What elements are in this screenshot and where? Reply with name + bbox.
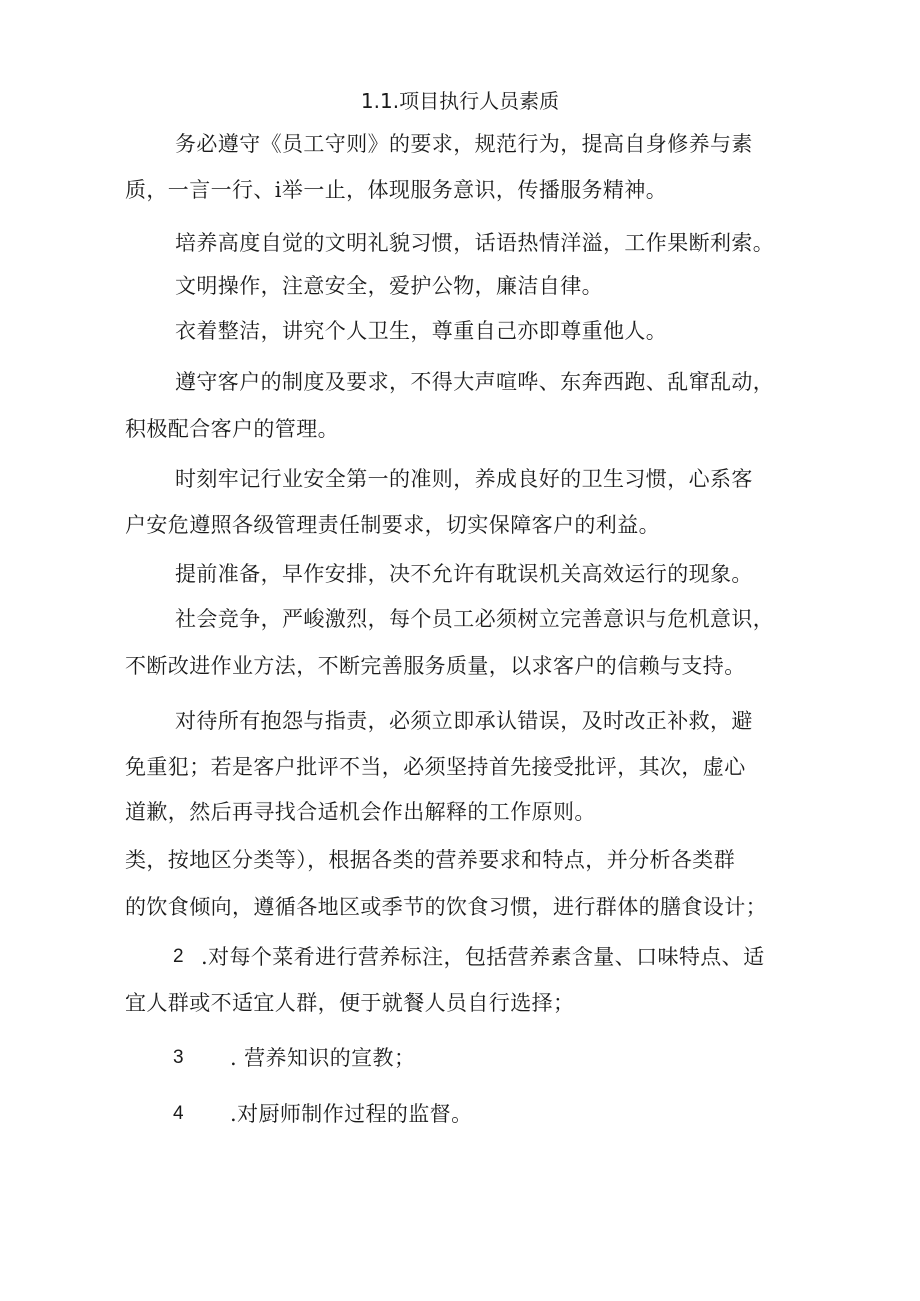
paragraph-line: 的饮食倾向，遵循各地区或季节的饮食习惯，进行群体的膳食设计； (125, 895, 767, 919)
list-text: .对厨师制作过程的监督。 (230, 1102, 473, 1126)
paragraph-line: 不断改进作业方法，不断完善服务质量，以求客户的信赖与支持。 (125, 654, 746, 678)
paragraph-line: 遵守客户的制度及要求，不得大声喧哗、东奔西跑、乱窜乱动， (175, 370, 775, 394)
paragraph-line: 道歉，然后再寻找合适机会作出解释的工作原则。 (125, 800, 596, 824)
list-text: .对每个菜肴进行营养标注，包括营养素含量、口味特点、适 (201, 945, 765, 969)
paragraph-line: 质，一言一行、i举一止，体现服务意识，传播服务精神。 (125, 178, 668, 202)
list-number: 2 (173, 946, 184, 967)
paragraph-line: 社会竞争，严峻激烈，每个员工必须树立完善意识与危机意识， (175, 607, 775, 631)
paragraph-line: 文明操作，注意安全，爱护公物，廉洁自律。 (175, 274, 603, 298)
paragraph-line: 类，按地区分类等），根据各类的营养要求和特点，并分析各类群 (125, 848, 736, 872)
paragraph-line: 提前准备，早作安排，决不允许有耽误机关高效运行的现象。 (175, 562, 753, 586)
paragraph-line: 时刻牢记行业安全第一的准则，养成良好的卫生习惯，心系客 (175, 467, 753, 491)
paragraph-line: 户安危遵照各级管理责任制要求，切实保障客户的利益。 (125, 513, 660, 537)
list-text: . 营养知识的宣教； (230, 1046, 416, 1070)
paragraph-line: 宜人群或不适宜人群，便于就餐人员自行选择； (125, 991, 575, 1015)
paragraph-line: 免重犯；若是客户批评不当，必须坚持首先接受批评，其次，虚心 (125, 755, 746, 779)
list-number: 3 (173, 1047, 184, 1068)
section-heading: 1.1.项目执行人员素质 (360, 89, 560, 113)
paragraph-line: 积极配合客户的管理。 (125, 417, 339, 441)
paragraph-line: 衣着整洁，讲究个人卫生，尊重自己亦即尊重他人。 (175, 319, 668, 343)
paragraph-line: 务必遵守《员工守则》的要求，规范行为，提高自身修养与素 (175, 132, 753, 156)
paragraph-line: 培养高度自觉的文明礼貌习惯，话语热情洋溢，工作果断利索。 (175, 231, 775, 255)
list-number: 4 (173, 1103, 184, 1124)
paragraph-line: 对待所有抱怨与指责，必须立即承认错误，及时改正补救，避 (175, 709, 753, 733)
